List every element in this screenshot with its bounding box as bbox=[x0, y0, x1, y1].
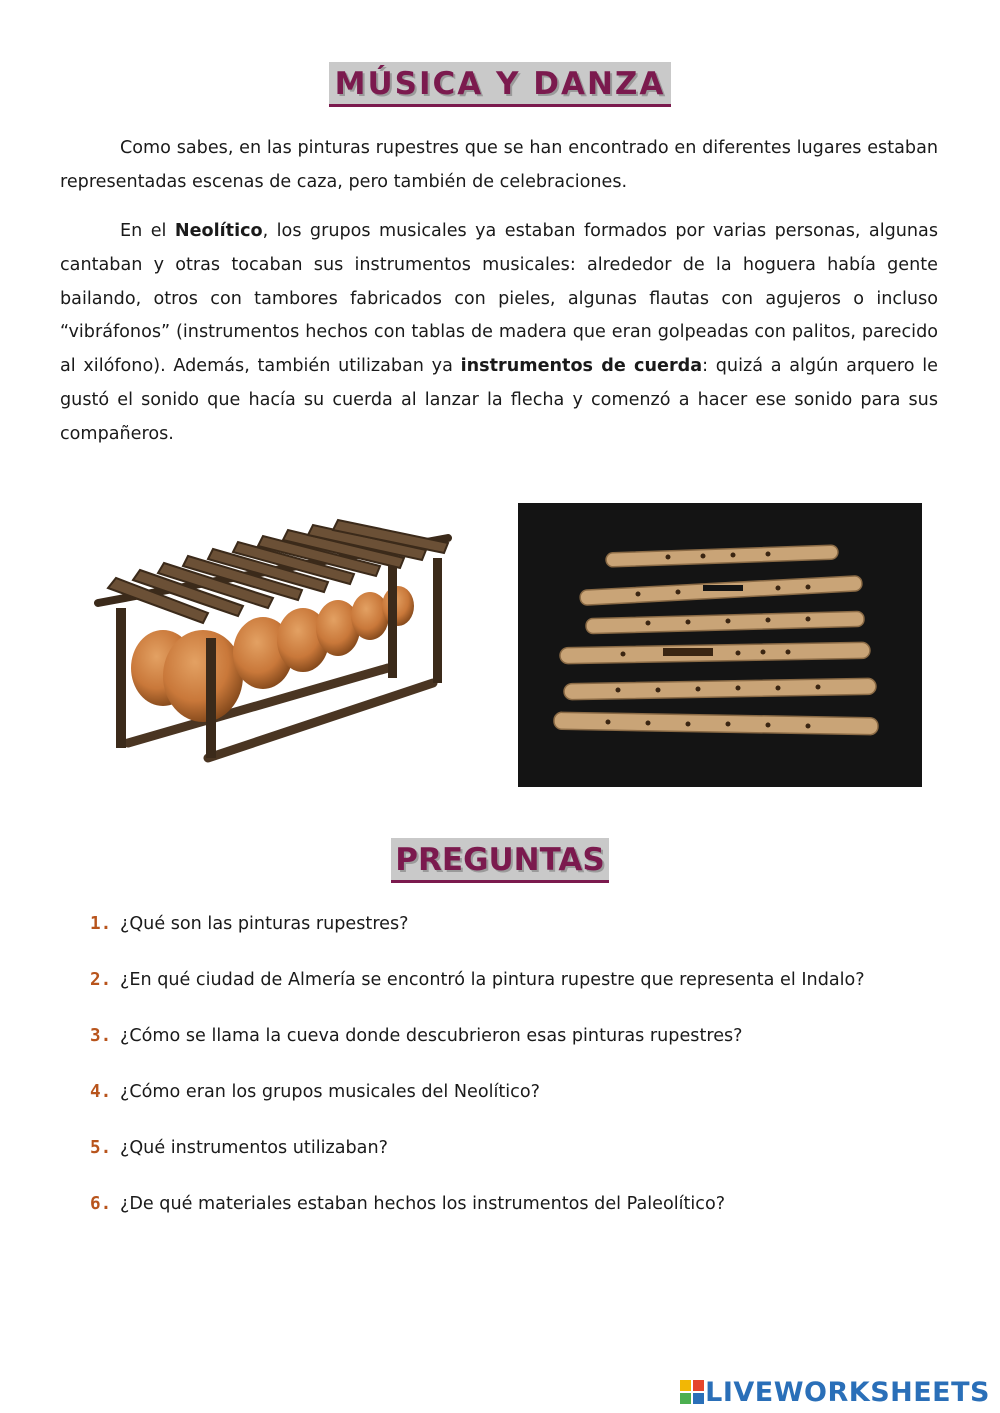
page-title-text: MÚSICA Y DANZA bbox=[329, 62, 672, 107]
question-text: ¿En qué ciudad de Almería se encontró la pintura rupestre que representa el Indalo? bbox=[120, 970, 865, 990]
page-title bbox=[0, 62, 1000, 107]
question-item bbox=[90, 1132, 950, 1188]
question-number: 1. bbox=[90, 914, 112, 934]
question-number: 2. bbox=[90, 970, 112, 990]
question-number: 6. bbox=[90, 1194, 112, 1214]
question-item bbox=[90, 908, 950, 964]
question-item bbox=[90, 1188, 950, 1244]
question-text: ¿Cómo eran los grupos musicales del Neolítico? bbox=[120, 1082, 540, 1102]
question-text: ¿Cómo se llama la cueva donde descubrieron esas pinturas rupestres? bbox=[120, 1026, 743, 1046]
question-text: ¿Qué son las pinturas rupestres? bbox=[120, 914, 409, 934]
neolithic-paragraph: En el Neolítico, los grupos musicales ya estaban formados por varias personas, algunas cantaban y otras tocaban sus instrumentos musicales: alrededor de la hoguera había gente bailando, otros con tambores fabricados con pieles, algunas flautas con agujeros o incluso “vibráfonos” (instrumentos hechos con tablas de madera que eran golpeadas con palitos, parecido al xilófono). Además, también utilizaban ya instrumentos de cuerda: quizá a algún arquero le gustó el sonido que hacía su cuerda al lanzar la flecha y comenzó a hacer ese sonido para sus compañeros. bbox=[60, 221, 939, 444]
logo-text: LIVEWORKSHEETS bbox=[705, 1376, 990, 1408]
question-item bbox=[90, 1076, 950, 1132]
question-number: 3. bbox=[90, 1026, 112, 1046]
xylophone-image bbox=[88, 518, 468, 768]
questions-title bbox=[0, 838, 1000, 883]
question-item bbox=[90, 1020, 950, 1076]
intro-paragraph: Como sabes, en las pinturas rupestres que se han encontrado en diferentes lugares estaban representadas escenas de caza, pero también de celebraciones. bbox=[60, 138, 938, 192]
questions-title-text: PREGUNTAS bbox=[391, 838, 608, 883]
question-text: ¿Qué instrumentos utilizaban? bbox=[120, 1138, 388, 1158]
question-number: 5. bbox=[90, 1138, 112, 1158]
question-item bbox=[90, 964, 950, 1020]
liveworksheets-icon bbox=[679, 1379, 705, 1405]
questions-list bbox=[90, 908, 950, 1244]
string-instruments-bold: instrumentos de cuerda bbox=[460, 356, 703, 377]
question-number: 4. bbox=[90, 1082, 112, 1102]
liveworksheets-logo[interactable] bbox=[679, 1372, 990, 1412]
neolithic-bold: Neolítico bbox=[174, 221, 263, 241]
bone-flutes-image bbox=[518, 503, 922, 787]
question-text: ¿De qué materiales estaban hechos los instrumentos del Paleolítico? bbox=[120, 1194, 726, 1214]
